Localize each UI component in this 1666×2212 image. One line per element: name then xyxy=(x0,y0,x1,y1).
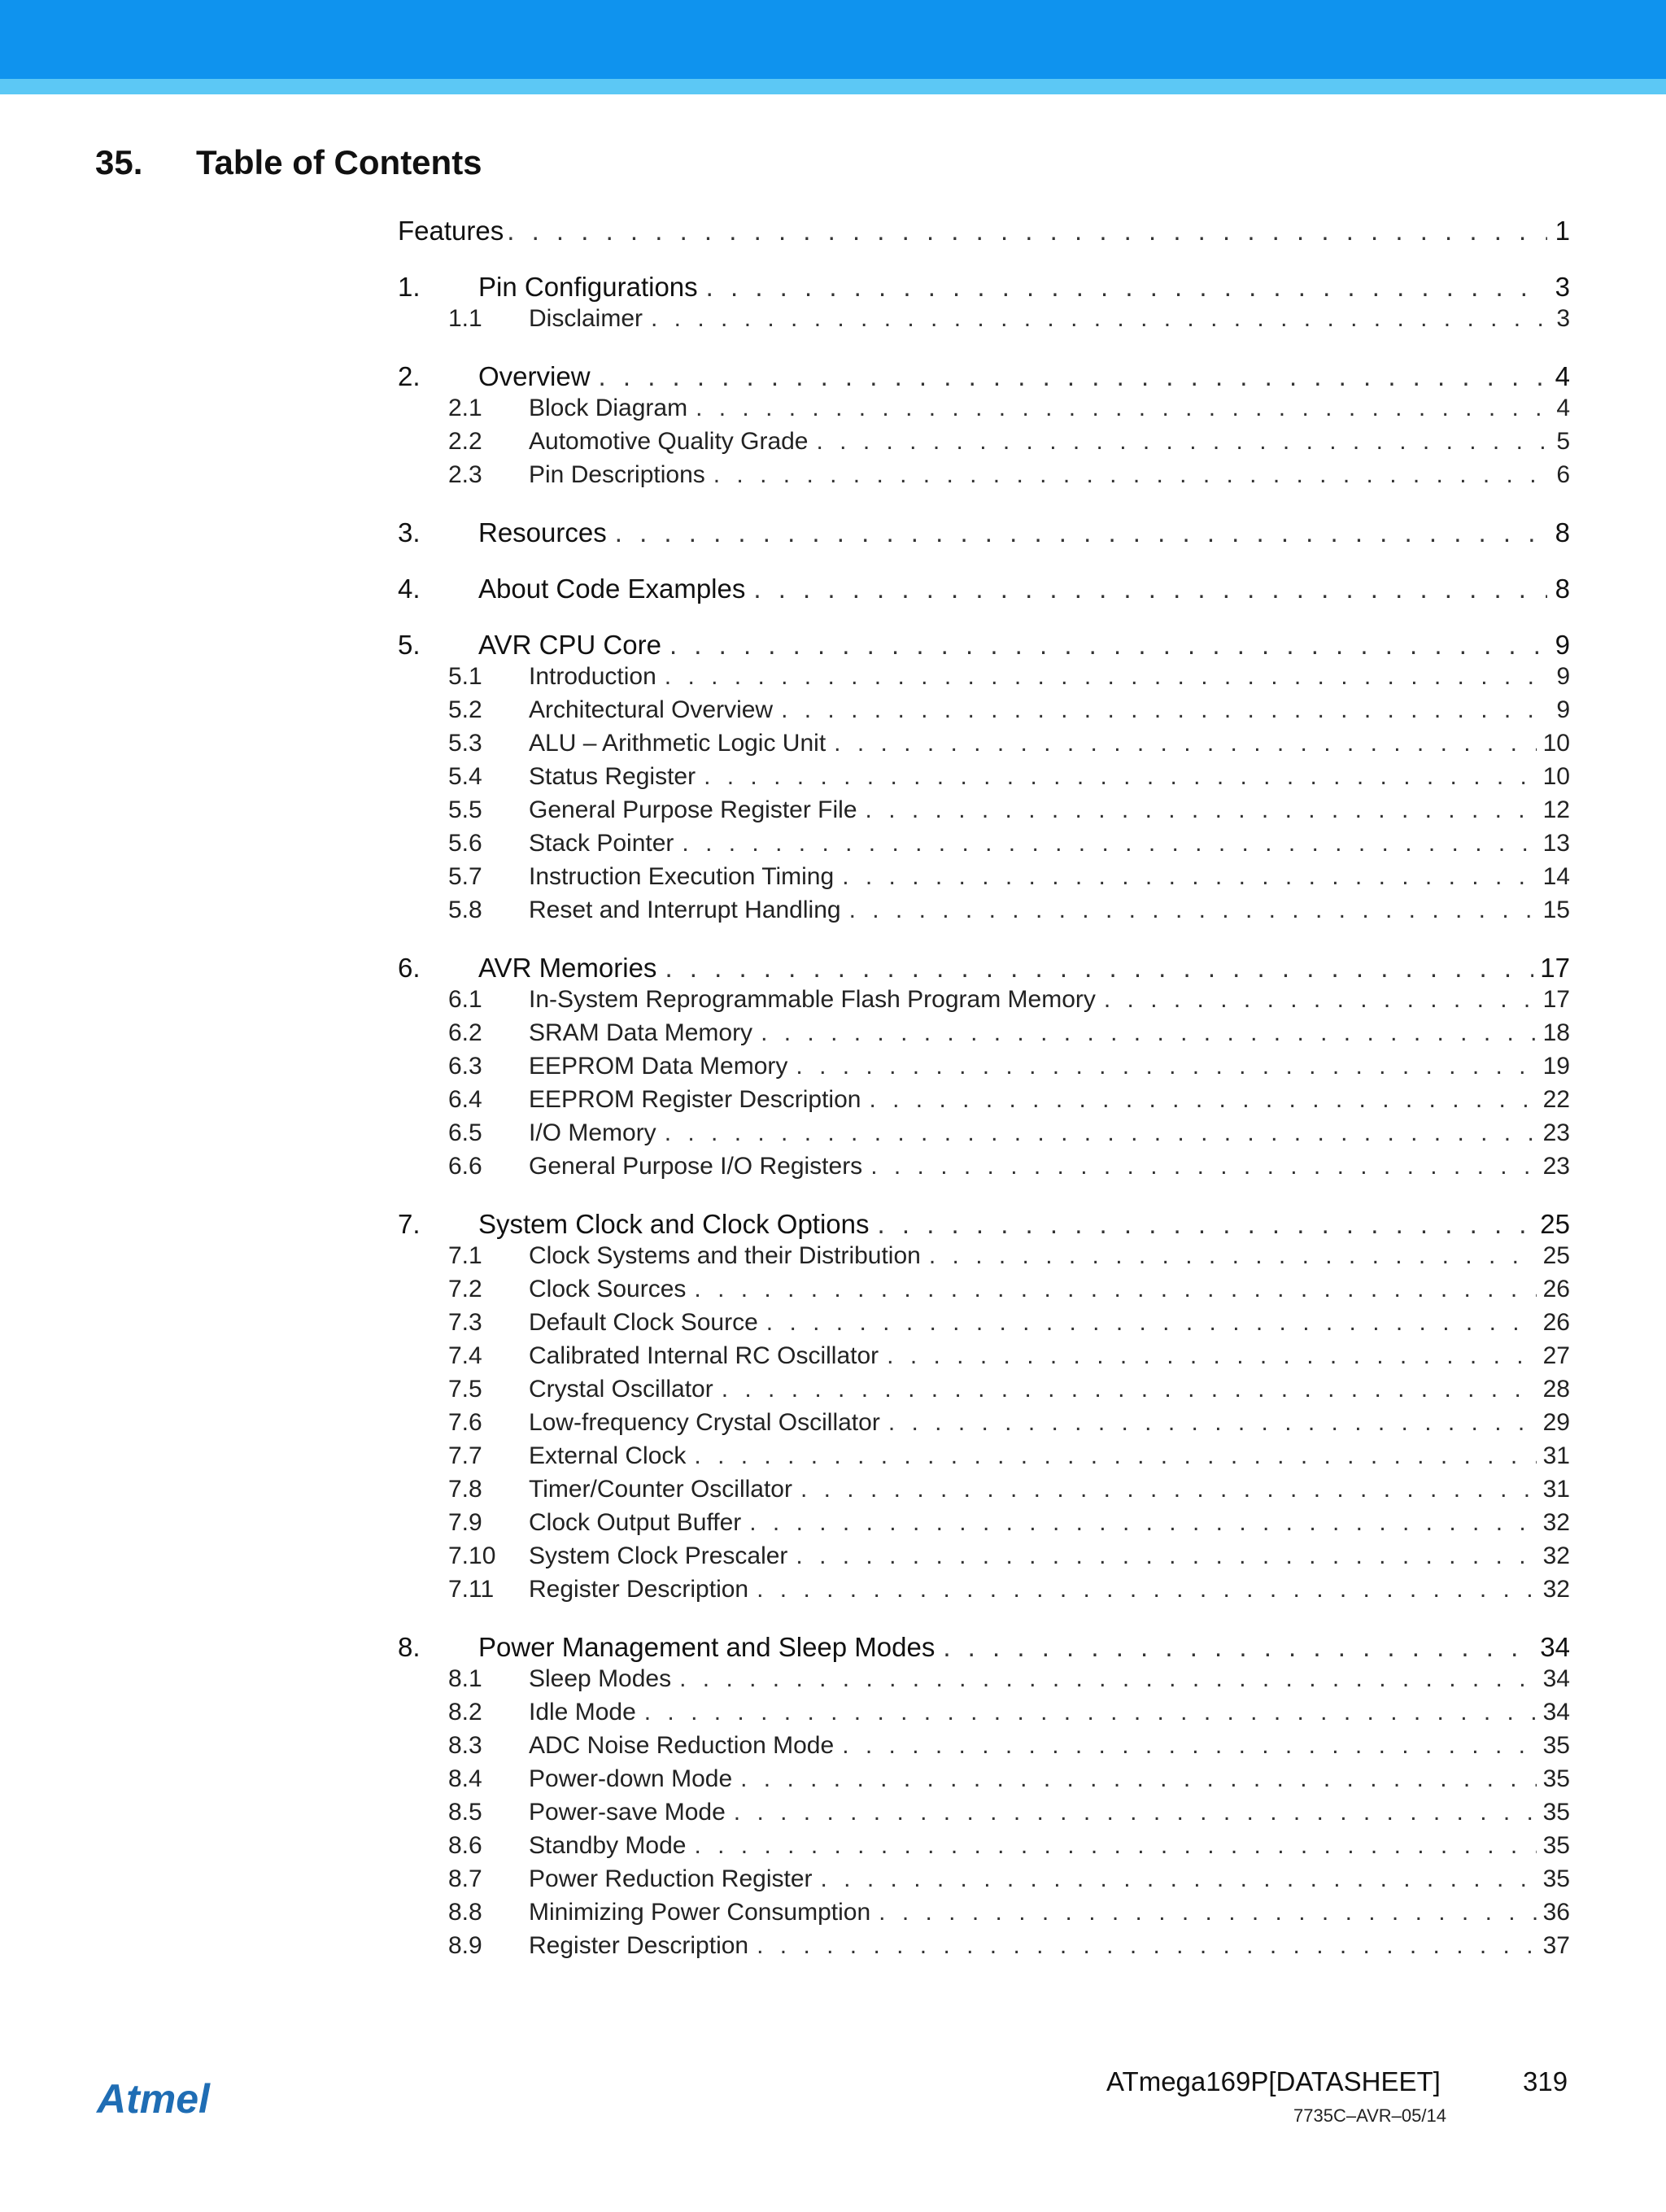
toc-entry-page: 31 xyxy=(1542,1442,1570,1469)
toc-section[interactable] xyxy=(398,1899,1570,1926)
toc-entry-page: 8 xyxy=(1555,574,1570,604)
toc-dot-leader xyxy=(761,1019,1537,1047)
toc-dot-leader xyxy=(651,305,1547,333)
toc-dot-leader xyxy=(665,953,1533,984)
page-number: 319 xyxy=(1523,2066,1568,2096)
toc-entry-page: 1 xyxy=(1555,216,1570,246)
toc-section[interactable] xyxy=(398,305,1570,333)
toc-dot-leader xyxy=(1104,986,1537,1014)
toc-entry-page: 32 xyxy=(1542,1576,1570,1603)
toc-entry-number: 5.7 xyxy=(448,863,482,890)
toc-entry-number: 7.11 xyxy=(448,1576,495,1603)
toc-entry-title: Register Description xyxy=(529,1932,749,1959)
toc-entry-number: 4. xyxy=(398,574,421,604)
toc-section[interactable] xyxy=(398,1576,1570,1603)
toc-entry-title: Introduction xyxy=(529,663,656,690)
toc-entry-title: Architectural Overview xyxy=(529,696,774,723)
toc-chapter[interactable] xyxy=(398,216,1570,247)
toc-dot-leader xyxy=(781,696,1547,724)
toc-dot-leader xyxy=(694,1832,1536,1860)
toc-dot-leader xyxy=(796,1053,1536,1080)
toc-entry-title: General Purpose Register File xyxy=(529,796,857,823)
toc-entry-number: 7.5 xyxy=(448,1376,482,1403)
toc-section[interactable] xyxy=(398,1376,1570,1403)
toc-section[interactable] xyxy=(398,1732,1570,1760)
toc-dot-leader xyxy=(679,1665,1537,1693)
toc-dot-leader xyxy=(766,1309,1537,1337)
toc-entry-number: 8.6 xyxy=(448,1832,482,1859)
toc-dot-leader xyxy=(849,897,1537,924)
toc-entry-page: 3 xyxy=(1555,272,1570,302)
toc-entry-page: 23 xyxy=(1542,1119,1570,1146)
toc-dot-leader xyxy=(669,630,1547,661)
toc-dot-leader xyxy=(800,1476,1537,1503)
toc-entry-title: Stack Pointer xyxy=(529,830,674,857)
toc-dot-leader xyxy=(878,1209,1534,1240)
toc-entry-page: 32 xyxy=(1542,1542,1570,1569)
toc-dot-leader xyxy=(704,763,1537,791)
header-bar xyxy=(0,0,1666,94)
toc-entry-number: 2.3 xyxy=(448,461,482,488)
atmel-logo xyxy=(95,2070,250,2127)
toc-entry-page: 8 xyxy=(1555,517,1570,548)
toc-section[interactable] xyxy=(398,461,1570,489)
toc-entry-title: System Clock Prescaler xyxy=(529,1542,788,1569)
toc-chapter[interactable] xyxy=(398,272,1570,303)
toc-dot-leader xyxy=(740,1765,1537,1793)
toc-entry-number: 6.2 xyxy=(448,1019,482,1046)
toc-entry-page: 34 xyxy=(1540,1632,1570,1662)
toc-entry-number: 6.1 xyxy=(448,986,482,1013)
toc-dot-leader xyxy=(749,1509,1536,1537)
toc-section[interactable] xyxy=(398,663,1570,691)
toc-section[interactable] xyxy=(398,1276,1570,1303)
toc-entry-title: ADC Noise Reduction Mode xyxy=(529,1732,835,1759)
toc-dot-leader xyxy=(644,1699,1537,1726)
toc-dot-leader xyxy=(722,1376,1537,1403)
toc-section[interactable] xyxy=(398,1665,1570,1693)
toc-chapter[interactable] xyxy=(398,1209,1570,1240)
toc-entry-title: Disclaimer xyxy=(529,305,643,332)
toc-entry-number: 2. xyxy=(398,361,421,391)
toc-section[interactable] xyxy=(398,696,1570,724)
toc-entry-number: 7.4 xyxy=(448,1342,482,1369)
toc-dot-leader xyxy=(796,1542,1536,1570)
toc-entry-page: 14 xyxy=(1542,863,1570,890)
toc-section[interactable] xyxy=(398,796,1570,824)
toc-dot-leader xyxy=(507,216,1547,247)
doc-revision: 7735C–AVR–05/14 xyxy=(1293,2105,1446,2126)
toc-entry-page: 31 xyxy=(1542,1476,1570,1503)
toc-section[interactable] xyxy=(398,395,1570,422)
toc-dot-leader xyxy=(870,1153,1536,1180)
toc-entry-title: General Purpose I/O Registers xyxy=(529,1153,863,1180)
toc-entry-number: 6.5 xyxy=(448,1119,482,1146)
toc-entry-page: 25 xyxy=(1542,1242,1570,1269)
toc-entry-page: 12 xyxy=(1542,796,1570,823)
toc-entry-title: Overview xyxy=(478,361,591,391)
toc-entry-page: 4 xyxy=(1555,361,1570,391)
toc-entry-number: 1. xyxy=(398,272,421,302)
toc-section[interactable] xyxy=(398,1119,1570,1147)
toc-entry-page: 9 xyxy=(1556,696,1570,723)
toc-dot-leader xyxy=(817,428,1548,456)
toc-entry-page: 27 xyxy=(1542,1342,1570,1369)
toc-dot-leader xyxy=(869,1086,1536,1114)
toc-section[interactable] xyxy=(398,1699,1570,1726)
toc-entry-title: I/O Memory xyxy=(529,1119,656,1146)
toc-entry-page: 35 xyxy=(1542,1865,1570,1892)
toc-section[interactable] xyxy=(398,897,1570,924)
toc-entry-title: SRAM Data Memory xyxy=(529,1019,753,1046)
toc-section[interactable] xyxy=(398,986,1570,1014)
toc-entry-number: 5.8 xyxy=(448,897,482,923)
toc-entry-title: Minimizing Power Consumption xyxy=(529,1899,871,1926)
toc-entry-number: 7. xyxy=(398,1209,421,1239)
toc-section[interactable] xyxy=(398,1086,1570,1114)
toc-entry-title: Reset and Interrupt Handling xyxy=(529,897,841,923)
toc-dot-leader xyxy=(842,1732,1536,1760)
toc-section[interactable] xyxy=(398,1476,1570,1503)
toc-entry-title: About Code Examples xyxy=(478,574,746,604)
toc-entry-number: 8.4 xyxy=(448,1765,482,1792)
toc-section[interactable] xyxy=(398,1865,1570,1893)
toc-dot-leader xyxy=(842,863,1536,891)
toc-entry-title: AVR CPU Core xyxy=(478,630,661,660)
toc-entry-page: 34 xyxy=(1542,1665,1570,1692)
toc-entry-page: 37 xyxy=(1542,1932,1570,1959)
toc-entry-number: 7.6 xyxy=(448,1409,482,1436)
toc-entry-number: 5.3 xyxy=(448,730,482,757)
toc-dot-leader xyxy=(734,1799,1537,1826)
toc-dot-leader xyxy=(682,830,1536,857)
toc-dot-leader xyxy=(821,1865,1537,1893)
toc-entry-title: Calibrated Internal RC Oscillator xyxy=(529,1342,879,1369)
toc-entry-number: 2.2 xyxy=(448,428,482,455)
page-title-number: 35. xyxy=(95,143,143,181)
toc-entry-number: 8.8 xyxy=(448,1899,482,1926)
toc-entry-number: 6.3 xyxy=(448,1053,482,1080)
toc-entry-number: 5.6 xyxy=(448,830,482,857)
toc-section[interactable] xyxy=(398,1442,1570,1470)
toc-entry-title: Clock Output Buffer xyxy=(529,1509,742,1536)
toc-entry-title: Status Register xyxy=(529,763,696,790)
toc-entry-number: 6.6 xyxy=(448,1153,482,1180)
toc-chapter[interactable] xyxy=(398,361,1570,392)
toc-entry-title: Crystal Oscillator xyxy=(529,1376,713,1403)
toc-entry-page: 15 xyxy=(1542,897,1570,923)
toc-section[interactable] xyxy=(398,1342,1570,1370)
toc-entry-page: 17 xyxy=(1542,986,1570,1013)
toc-section[interactable] xyxy=(398,730,1570,757)
toc-entry-page: 10 xyxy=(1542,730,1570,757)
toc-dot-leader xyxy=(866,796,1537,824)
toc-entry-title: External Clock xyxy=(529,1442,687,1469)
header-bar-main xyxy=(0,0,1666,79)
toc-dot-leader xyxy=(665,1119,1537,1147)
toc-entry-number: 8. xyxy=(398,1632,421,1662)
toc-entry-page: 25 xyxy=(1540,1209,1570,1239)
toc-entry-title: Power-save Mode xyxy=(529,1799,726,1826)
toc-entry-title: Pin Descriptions xyxy=(529,461,705,488)
toc-section[interactable] xyxy=(398,1409,1570,1437)
toc-entry-title: Automotive Quality Grade xyxy=(529,428,809,455)
toc-dot-leader xyxy=(665,663,1547,691)
toc-entry-number: 5.2 xyxy=(448,696,482,723)
toc-entry-page: 34 xyxy=(1542,1699,1570,1726)
toc-entry-title: Clock Sources xyxy=(529,1276,687,1302)
toc-entry-number: 7.3 xyxy=(448,1309,482,1336)
toc-entry-page: 28 xyxy=(1542,1376,1570,1403)
toc-entry-number: 3. xyxy=(398,517,421,548)
toc-entry-title: Low-frequency Crystal Oscillator xyxy=(529,1409,880,1436)
toc-entry-title: Features xyxy=(398,216,504,246)
header-bar-stripe xyxy=(0,79,1666,94)
toc-entry-page: 26 xyxy=(1542,1309,1570,1336)
toc-entry-title: Standby Mode xyxy=(529,1832,687,1859)
toc-entry-number: 8.9 xyxy=(448,1932,482,1959)
toc-section[interactable] xyxy=(398,1019,1570,1047)
toc-entry-page: 4 xyxy=(1556,395,1570,421)
toc-entry-number: 8.2 xyxy=(448,1699,482,1726)
toc-entry-number: 7.1 xyxy=(448,1242,482,1269)
toc-section[interactable] xyxy=(398,1309,1570,1337)
toc-dot-leader xyxy=(713,461,1547,489)
toc-entry-page: 29 xyxy=(1542,1409,1570,1436)
toc-entry-number: 6.4 xyxy=(448,1086,482,1113)
toc-entry-title: Timer/Counter Oscillator xyxy=(529,1476,792,1503)
toc-dot-leader xyxy=(599,361,1547,392)
toc-entry-number: 1.1 xyxy=(448,305,482,332)
toc-entry-page: 19 xyxy=(1542,1053,1570,1080)
toc-entry-number: 7.8 xyxy=(448,1476,482,1503)
toc-entry-page: 5 xyxy=(1556,428,1570,455)
toc-dot-leader xyxy=(706,272,1547,303)
toc-chapter[interactable] xyxy=(398,953,1570,984)
toc-entry-page: 36 xyxy=(1542,1899,1570,1926)
toc-entry-page: 35 xyxy=(1542,1832,1570,1859)
toc-section[interactable] xyxy=(398,1932,1570,1960)
toc-entry-title: Sleep Modes xyxy=(529,1665,672,1692)
toc-section[interactable] xyxy=(398,863,1570,891)
toc-entry-title: System Clock and Clock Options xyxy=(478,1209,870,1239)
doc-name: ATmega169P[DATASHEET] xyxy=(1106,2066,1441,2096)
toc-entry-page: 10 xyxy=(1542,763,1570,790)
toc-entry-title: EEPROM Register Description xyxy=(529,1086,861,1113)
toc-entry-number: 8.7 xyxy=(448,1865,482,1892)
toc-dot-leader xyxy=(887,1342,1536,1370)
toc-entry-page: 3 xyxy=(1556,305,1570,332)
toc-entry-number: 7.9 xyxy=(448,1509,482,1536)
toc-entry-page: 32 xyxy=(1542,1509,1570,1536)
toc-entry-page: 35 xyxy=(1542,1732,1570,1759)
toc-entry-page: 35 xyxy=(1542,1799,1570,1826)
toc-entry-number: 7.7 xyxy=(448,1442,482,1469)
toc-entry-title: Resources xyxy=(478,517,607,548)
toc-entry-page: 9 xyxy=(1555,630,1570,660)
toc-entry-page: 23 xyxy=(1542,1153,1570,1180)
toc-entry-number: 5.5 xyxy=(448,796,482,823)
toc-section[interactable] xyxy=(398,1053,1570,1080)
toc-dot-leader xyxy=(888,1409,1537,1437)
toc-entry-title: Power Reduction Register xyxy=(529,1865,813,1892)
toc-dot-leader xyxy=(834,730,1536,757)
toc-dot-leader xyxy=(694,1276,1536,1303)
toc-entry-number: 6. xyxy=(398,953,421,983)
toc-chapter[interactable] xyxy=(398,1632,1570,1663)
toc-chapter[interactable] xyxy=(398,630,1570,661)
toc-chapter[interactable] xyxy=(398,517,1570,548)
toc-section[interactable] xyxy=(398,763,1570,791)
toc-entry-title: Register Description xyxy=(529,1576,749,1603)
toc-dot-leader xyxy=(879,1899,1536,1926)
toc-dot-leader xyxy=(696,395,1547,422)
toc-entry-title: Default Clock Source xyxy=(529,1309,758,1336)
toc-section[interactable] xyxy=(398,1765,1570,1793)
toc-entry-title: ALU – Arithmetic Logic Unit xyxy=(529,730,826,757)
toc-section[interactable] xyxy=(398,830,1570,857)
toc-entry-number: 5. xyxy=(398,630,421,660)
toc-entry-number: 5.4 xyxy=(448,763,482,790)
toc-entry-number: 5.1 xyxy=(448,663,482,690)
toc-chapter[interactable] xyxy=(398,574,1570,604)
toc-entry-page: 9 xyxy=(1556,663,1570,690)
page-title xyxy=(95,143,482,182)
toc-entry-page: 26 xyxy=(1542,1276,1570,1302)
toc-section[interactable] xyxy=(398,1242,1570,1270)
atmel-logo-text: Atmel xyxy=(97,2076,210,2122)
toc-entry-title: In-System Reprogrammable Flash Program Memory xyxy=(529,986,1096,1013)
toc-dot-leader xyxy=(757,1576,1537,1603)
toc-section[interactable] xyxy=(398,1799,1570,1826)
toc-entry-number: 2.1 xyxy=(448,395,482,421)
toc-entry-title: Power-down Mode xyxy=(529,1765,733,1792)
toc-entry-page: 6 xyxy=(1556,461,1570,488)
toc-dot-leader xyxy=(757,1932,1537,1960)
toc-dot-leader xyxy=(943,1632,1533,1663)
toc-entry-title: Pin Configurations xyxy=(478,272,698,302)
toc-entry-title: Instruction Execution Timing xyxy=(529,863,835,890)
toc-dot-leader xyxy=(929,1242,1537,1270)
toc-entry-title: EEPROM Data Memory xyxy=(529,1053,788,1080)
toc-entry-number: 8.1 xyxy=(448,1665,482,1692)
toc-entry-title: AVR Memories xyxy=(478,953,657,983)
toc-entry-number: 8.3 xyxy=(448,1732,482,1759)
toc-entry-page: 18 xyxy=(1542,1019,1570,1046)
toc-section[interactable] xyxy=(398,1509,1570,1537)
toc-dot-leader xyxy=(753,574,1547,604)
toc-entry-title: Idle Mode xyxy=(529,1699,636,1726)
toc-entry-page: 35 xyxy=(1542,1765,1570,1792)
toc-entry-title: Clock Systems and their Distribution xyxy=(529,1242,921,1269)
toc-section[interactable] xyxy=(398,1153,1570,1180)
toc-entry-page: 13 xyxy=(1542,830,1570,857)
toc-entry-number: 7.10 xyxy=(448,1542,496,1569)
toc-section[interactable] xyxy=(398,1542,1570,1570)
toc-dot-leader xyxy=(694,1442,1536,1470)
page-title-text: Table of Contents xyxy=(196,143,482,181)
toc-entry-title: Block Diagram xyxy=(529,395,688,421)
toc-entry-page: 22 xyxy=(1542,1086,1570,1113)
toc-entry-number: 7.2 xyxy=(448,1276,482,1302)
toc-section[interactable] xyxy=(398,428,1570,456)
toc-section[interactable] xyxy=(398,1832,1570,1860)
toc-dot-leader xyxy=(615,517,1547,548)
toc-entry-number: 8.5 xyxy=(448,1799,482,1826)
toc-entry-page: 17 xyxy=(1540,953,1570,983)
toc-entry-title: Power Management and Sleep Modes xyxy=(478,1632,935,1662)
